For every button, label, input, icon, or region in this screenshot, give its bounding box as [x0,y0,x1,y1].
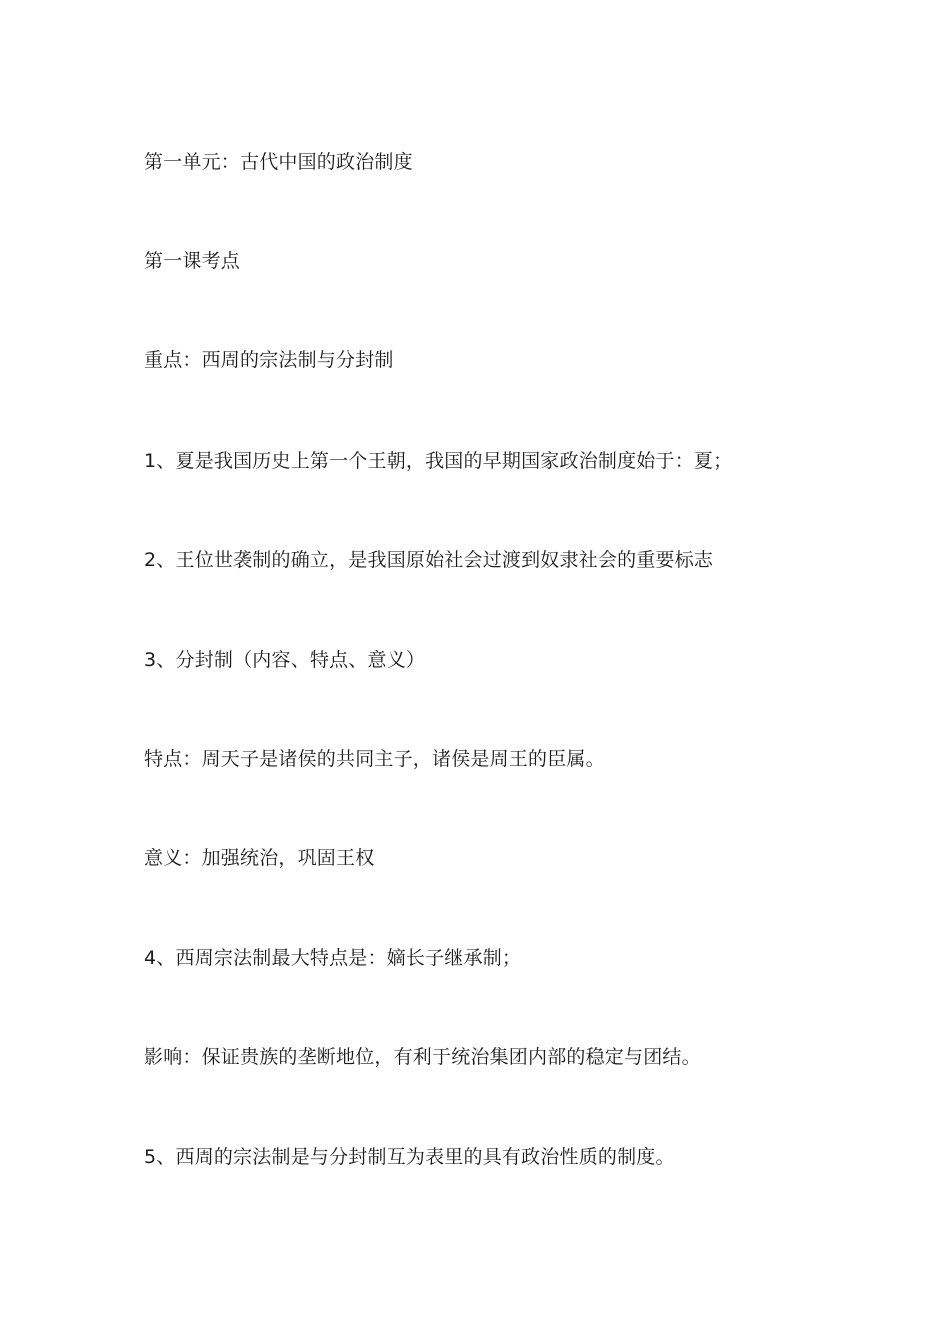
unit-title: 第一单元：古代中国的政治制度 [144,151,413,173]
lesson-heading: 第一课考点 [144,250,241,272]
point-2: 2、王位世袭制的确立，是我国原始社会过渡到奴隶社会的重要标志 [144,549,714,571]
key-point: 重点：西周的宗法制与分封制 [144,349,394,371]
point-3-significance: 意义：加强统治，巩固王权 [144,847,375,869]
point-4: 4、西周宗法制最大特点是：嫡长子继承制； [144,947,522,969]
point-3: 3、分封制（内容、特点、意义） [144,649,426,671]
point-1: 1、夏是我国历史上第一个王朝，我国的早期国家政治制度始于：夏； [144,450,733,472]
point-3-feature: 特点：周天子是诸侯的共同主子，诸侯是周王的臣属。 [144,748,605,770]
point-4-impact: 影响：保证贵族的垄断地位，有利于统治集团内部的稳定与团结。 [144,1046,701,1068]
point-5: 5、西周的宗法制是与分封制互为表里的具有政治性质的制度。 [144,1146,675,1168]
